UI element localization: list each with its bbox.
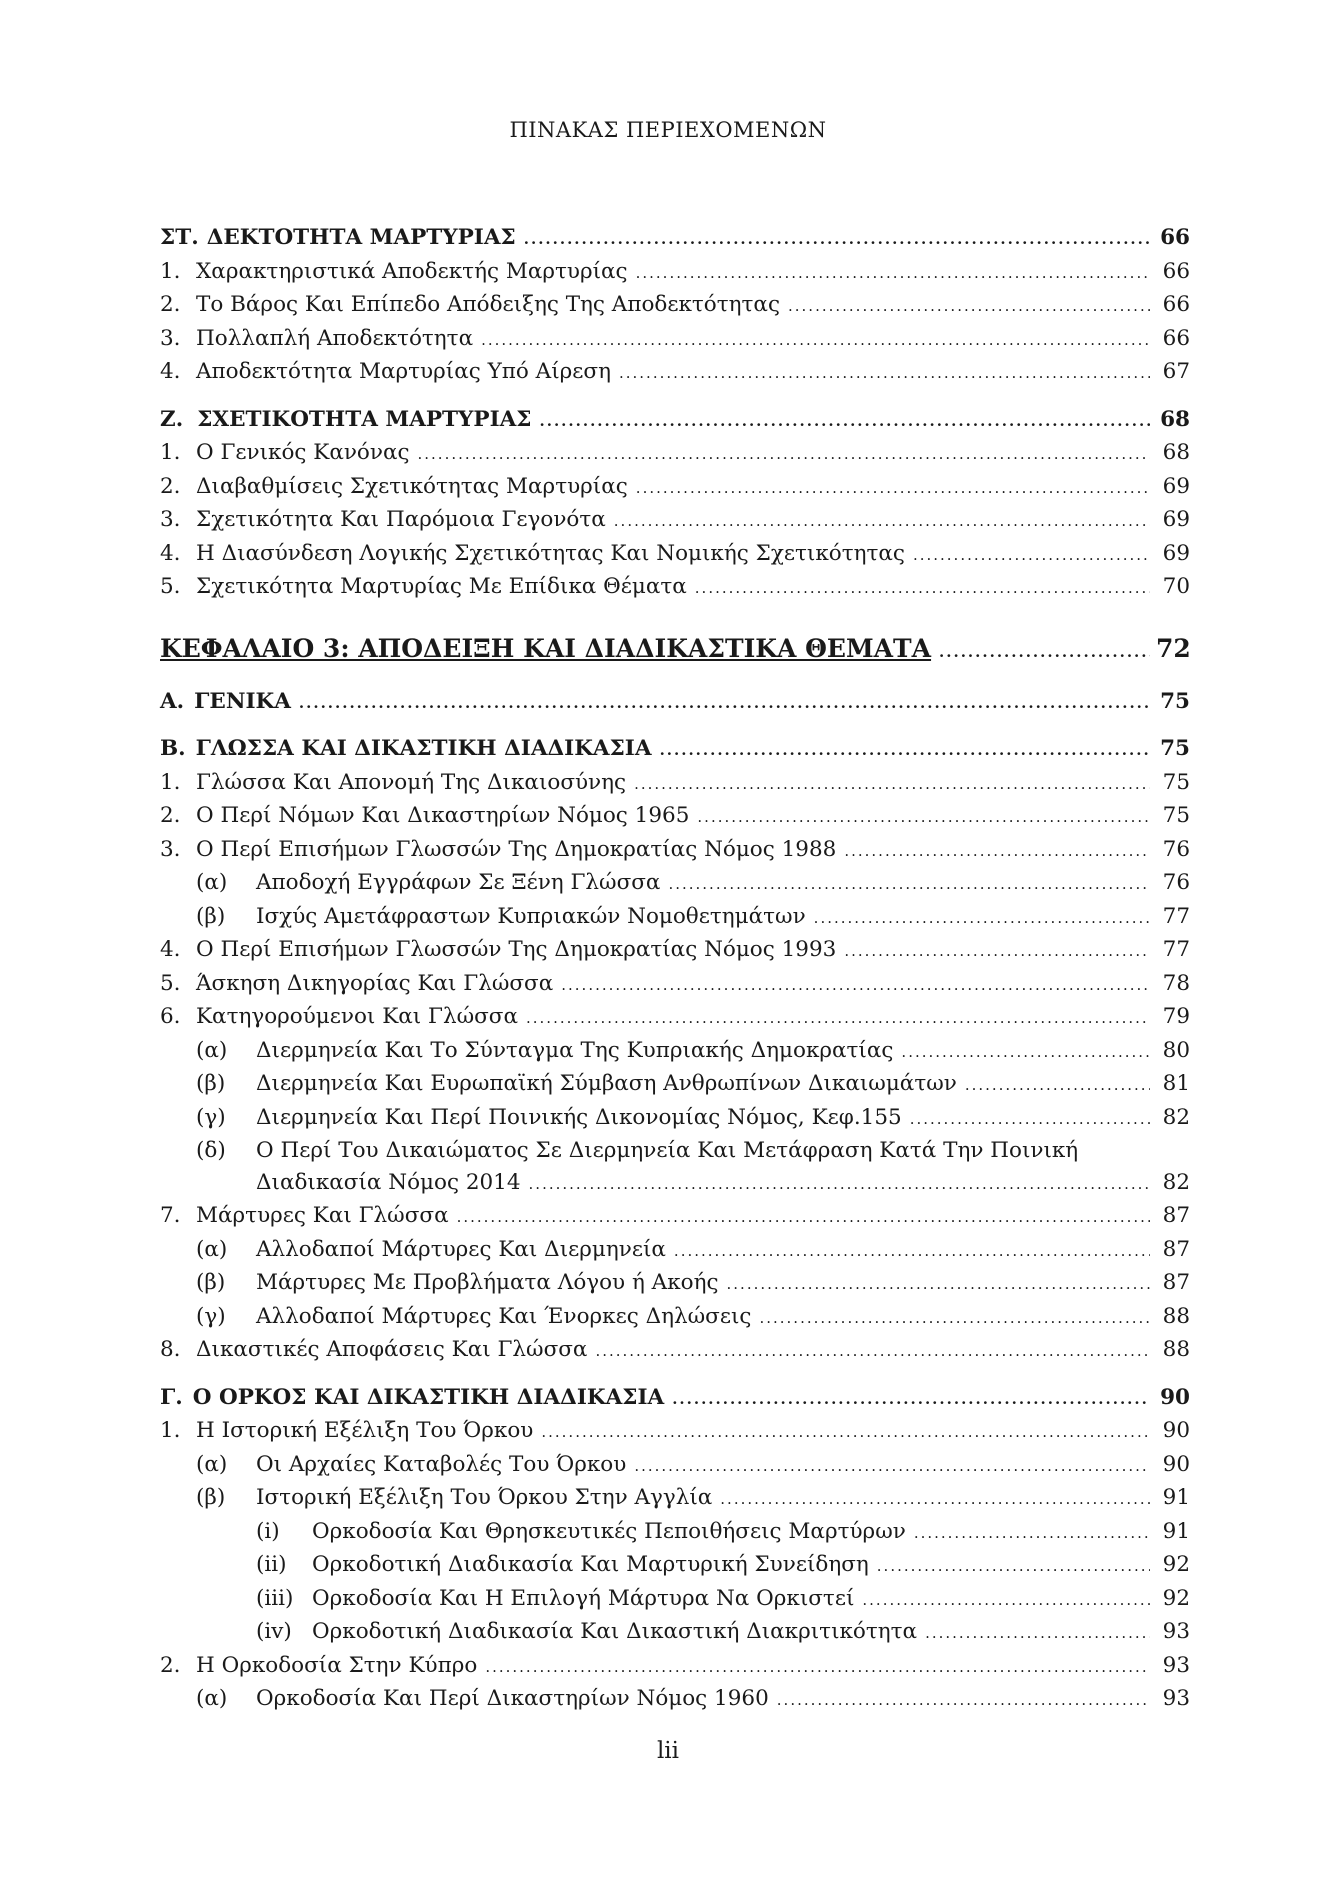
toc-entry [160,323,1190,357]
toc-subsubentry [160,1549,1190,1583]
toc-entry-title: Άσκηση Δικηγορίας Και Γλώσσα [196,970,554,996]
toc-entry-title: Αλλοδαποί Μάρτυρες Και Διερμηνεία [256,1236,666,1262]
toc-entry-title: ΓΕΝΙΚΑ [194,688,291,714]
toc-entry-title: Γλώσσα Και Απονομή Της Δικαιοσύνης [196,769,627,795]
toc-dot-leader [614,506,1150,538]
toc-entry-page: 70 [1162,574,1190,599]
toc-entry-number: 4. [160,937,181,962]
toc-entry-number: 1. [160,440,181,465]
toc-subentry [160,867,1190,901]
toc-entry-page: 66 [1162,325,1190,351]
toc-entry-page: 91 [1162,1518,1190,1544]
toc-subsubentry [160,1583,1190,1617]
toc-dot-leader [674,1236,1150,1268]
toc-entry-title: Αποδεκτότητα Μαρτυρίας Υπό Αίρεση [196,359,611,384]
toc-dot-leader [524,224,1150,256]
toc-dot-leader [910,1104,1150,1136]
toc-entry-title: Ορκοδοτική Διαδικασία Και Μαρτυρική Συνείδηση [312,1552,869,1577]
toc-entry-number: (α) [196,1037,228,1063]
running-head-title: ΠΙΝΑΚΑΣ ΠΕΡΙΕΧΟΜΕΝΩΝ [509,118,827,142]
toc-entry-title: Σχετικότητα Μαρτυρίας Με Επίδικα Θέματα [196,574,687,599]
toc-entry-section [160,404,1190,438]
toc-entry-page: 91 [1162,1485,1190,1510]
toc-entry [160,767,1190,801]
toc-entry-page: 69 [1162,507,1190,532]
toc-entry-number: (β) [196,1270,226,1295]
toc-entry [160,1200,1190,1234]
toc-entry-page: 67 [1162,359,1190,384]
toc-entry-page: 93 [1162,1652,1190,1678]
toc-dot-leader [529,1169,1150,1201]
toc-entry [160,504,1190,538]
toc-entry-page: 92 [1162,1585,1190,1611]
toc-entry-page: 72 [1156,633,1191,663]
toc-entry-title: ΓΛΩΣΣΑ ΚΑΙ ΔΙΚΑΣΤΙΚΗ ΔΙΑΔΙΚΑΣΙΑ [195,736,652,761]
toc-subsubentry [160,1616,1190,1650]
toc-entry-page: 79 [1162,1004,1190,1029]
toc-entry-title: Πολλαπλή Αποδεκτότητα [196,325,474,351]
toc-chapter-title: ΚΕΦΑΛΑΙΟ 3: ΑΠΟΔΕΙΞΗ ΚΑΙ ΔΙΑΔΙΚΑΣΤΙΚΑ ΘΕΜΑΤΑ [160,633,932,663]
toc-entry-number: (iii) [256,1585,294,1611]
toc-entry-page: 88 [1162,1303,1190,1329]
toc-entry-page: 68 [1162,440,1190,465]
toc-entry-title: Δικαστικές Αποφάσεις Και Γλώσσα [196,1337,588,1362]
toc-dot-leader [925,1618,1150,1650]
toc-entry [160,538,1190,572]
toc-entry-number: 2. [160,1652,181,1678]
page-number: lii [656,1738,680,1764]
toc-entry-title: Αποδοχή Εγγράφων Σε Ξένη Γλώσσα [256,870,661,895]
toc-dot-leader [672,1384,1150,1416]
toc-entry-title: Ο Γενικός Κανόνας [196,440,410,465]
toc-entry-number: 5. [160,970,181,996]
toc-subentry [160,1102,1190,1136]
toc-entry-title: Η Ορκοδοσία Στην Κύπρο [196,1652,478,1678]
toc-entry-number: (α) [196,1236,228,1262]
toc-dot-leader [727,1269,1150,1301]
toc-dot-leader [901,1037,1150,1069]
toc-entry-title: Ορκοδοσία Και Η Επιλογή Μάρτυρα Να Ορκιστεί [312,1585,855,1611]
toc-subentry [160,1035,1190,1069]
toc-dot-leader [913,540,1150,572]
toc-subentry [160,1683,1190,1717]
toc-entry-page: 93 [1162,1686,1190,1711]
toc-entry-page: 82 [1162,1169,1190,1195]
toc-entry-number: 5. [160,574,181,599]
toc-entry-number: 2. [160,803,181,828]
toc-subentry [160,901,1190,935]
toc-entry [160,968,1190,1002]
toc-dot-leader [299,688,1150,720]
toc-dot-leader [660,735,1150,767]
toc-dot-leader [634,1451,1150,1483]
toc-entry-page: 66 [1162,258,1190,284]
toc-dot-leader [695,573,1150,605]
toc-chapter-heading [160,629,1190,672]
toc-entry [160,571,1190,605]
toc-entry-section [160,222,1190,256]
toc-subentry [160,1267,1190,1301]
table-of-contents [160,222,1190,1717]
toc-entry-page: 92 [1162,1552,1190,1577]
toc-entry-title: Ο Περί Επισήμων Γλωσσών Της Δημοκρατίας Νόμος 1993 [196,937,837,962]
toc-entry [160,1650,1190,1684]
toc-dot-leader [541,1417,1150,1449]
toc-dot-leader [540,406,1150,438]
toc-entry-page: 90 [1162,1451,1190,1477]
toc-entry-page: 66 [1160,225,1190,250]
toc-entry-number: (i) [256,1518,280,1544]
toc-subsubentry [160,1516,1190,1550]
toc-entry-number: (γ) [196,1303,226,1329]
toc-entry-title: Το Βάρος Και Επίπεδο Απόδειξης Της Αποδεκτότητας [196,292,780,317]
toc-entry [160,437,1190,471]
toc-entry-title: Μάρτυρες Και Γλώσσα [196,1203,449,1228]
toc-entry [160,1415,1190,1449]
toc-entry-page: 75 [1160,688,1190,714]
toc-dot-leader [634,769,1150,801]
toc-entry-title: ΔΕΚΤΟΤΗΤΑ ΜΑΡΤΥΡΙΑΣ [206,225,516,250]
toc-entry-page: 87 [1162,1203,1190,1228]
toc-entry-page: 76 [1162,870,1190,895]
toc-entry-section [160,1382,1190,1416]
toc-subentry-wrapped-line1 [160,1135,1190,1167]
toc-dot-leader [636,473,1150,505]
toc-entry [160,1334,1190,1368]
toc-dot-leader [668,869,1150,901]
toc-entry-number: 4. [160,540,181,566]
toc-entry-title: Διαβαθμίσεις Σχετικότητας Μαρτυρίας [196,473,628,499]
toc-dot-leader [862,1585,1150,1617]
toc-entry-title: Διερμηνεία Και Ευρωπαϊκή Σύμβαση Ανθρωπίνων Δικαιωμάτων [256,1071,957,1096]
toc-subentry [160,1234,1190,1268]
toc-entry-title: Χαρακτηριστικά Αποδεκτής Μαρτυρίας [196,258,628,284]
toc-subentry [160,1068,1190,1102]
toc-dot-leader [720,1484,1150,1516]
toc-entry-title: Οι Αρχαίες Καταβολές Του Όρκου [256,1451,627,1477]
toc-dot-leader [418,439,1151,471]
toc-entry-page: 90 [1162,1418,1190,1443]
toc-entry-number: (α) [196,870,228,895]
toc-entry-title-line2: Διαδικασία Νόμος 2014 [256,1169,521,1195]
toc-entry-number: 3. [160,325,181,351]
toc-entry-number: 4. [160,359,181,384]
toc-dot-leader [526,1003,1150,1035]
toc-entry-title: Ισχύς Αμετάφραστων Κυπριακών Νομοθετημάτων [256,903,806,929]
toc-entry-number: (β) [196,1071,226,1096]
toc-entry-number: Β. [160,736,186,761]
toc-entry-page: 77 [1162,903,1190,929]
toc-entry-number: (δ) [196,1138,226,1163]
toc-entry-title: Ιστορική Εξέλιξη Του Όρκου Στην Αγγλία [256,1485,713,1510]
toc-entry-number: Α. [160,688,185,714]
toc-dot-leader [914,1518,1150,1550]
toc-entry-page: 77 [1162,937,1190,962]
toc-entry-title: Ο ΟΡΚΟΣ ΚΑΙ ΔΙΚΑΣΤΙΚΗ ΔΙΑΔΙΚΑΣΙΑ [192,1384,665,1410]
toc-entry-section [160,686,1190,720]
toc-dot-leader [759,1303,1150,1335]
toc-entry-number: (iv) [256,1619,292,1644]
toc-entry-page: 78 [1162,970,1190,996]
toc-entry-title: Αλλοδαποί Μάρτυρες Και Ένορκες Δηλώσεις [256,1303,752,1329]
toc-entry-number: 3. [160,836,181,862]
toc-entry-page: 75 [1162,803,1190,828]
toc-entry-page: 68 [1160,406,1190,432]
toc-entry-title: Ορκοδοτική Διαδικασία Και Δικαστική Διακριτικότητα [312,1619,918,1644]
toc-entry-number: 7. [160,1203,181,1228]
toc-entry-title: Μάρτυρες Με Προβλήματα Λόγου ή Ακοής [256,1270,719,1295]
toc-entry [160,934,1190,968]
toc-entry-number: ΣΤ. [160,225,199,250]
toc-entry-page: 93 [1162,1619,1190,1644]
toc-entry-number: (ii) [256,1552,287,1577]
toc-entry-title: Διερμηνεία Και Περί Ποινικής Δικονομίας Νόμος, Κεφ.155 [256,1104,902,1130]
toc-entry-page: 82 [1162,1104,1190,1130]
toc-entry-number: 3. [160,507,181,532]
toc-dot-leader [844,836,1150,868]
toc-entry [160,256,1190,290]
toc-entry [160,1001,1190,1035]
toc-entry-title: ΣΧΕΤΙΚΟΤΗΤΑ ΜΑΡΤΥΡΙΑΣ [197,406,532,432]
toc-entry [160,834,1190,868]
toc-entry-title: Σχετικότητα Και Παρόμοια Γεγονότα [196,507,606,532]
toc-dot-leader [481,325,1150,357]
toc-entry-page: 87 [1162,1270,1190,1295]
toc-entry-page: 88 [1162,1337,1190,1362]
toc-entry-page: 87 [1162,1236,1190,1262]
toc-entry-number: Ζ. [160,406,184,432]
toc-dot-leader [965,1070,1150,1102]
toc-entry-number: 8. [160,1337,181,1362]
toc-dot-leader [939,632,1150,672]
toc-entry-number: (γ) [196,1104,226,1130]
toc-dot-leader [777,1685,1150,1717]
toc-entry-title: Ορκοδοσία Και Περί Δικαστηρίων Νόμος 1960 [256,1686,769,1711]
toc-subentry [160,1301,1190,1335]
toc-entry [160,471,1190,505]
toc-entry-section [160,733,1190,767]
toc-entry-page: 69 [1162,473,1190,499]
toc-entry-page: 76 [1162,836,1190,862]
toc-dot-leader [595,1336,1150,1368]
toc-dot-leader [844,936,1150,968]
toc-dot-leader [877,1551,1150,1583]
toc-dot-leader [636,258,1150,290]
toc-entry-page: 75 [1162,769,1190,795]
toc-entry-page: 90 [1160,1384,1190,1410]
toc-entry-page: 69 [1162,540,1190,566]
toc-entry [160,289,1190,323]
toc-dot-leader [457,1202,1150,1234]
toc-entry [160,356,1190,390]
toc-subentry-wrapped-line2 [160,1167,1190,1201]
toc-entry-number: (α) [196,1686,228,1711]
toc-entry-page: 80 [1162,1037,1190,1063]
toc-entry-title: Κατηγορούμενοι Και Γλώσσα [196,1004,518,1029]
toc-entry-number: (β) [196,903,226,929]
toc-subentry [160,1482,1190,1516]
toc-entry-page: 75 [1160,736,1190,761]
toc-entry-title: Ορκοδοσία Και Θρησκευτικές Πεποιθήσεις Μαρτύρων [312,1518,906,1544]
toc-entry [160,800,1190,834]
toc-entry-number: (β) [196,1485,226,1510]
toc-entry-number: 2. [160,473,181,499]
toc-entry-title: Ο Περί Νόμων Και Δικαστηρίων Νόμος 1965 [196,803,690,828]
toc-subentry [160,1449,1190,1483]
toc-entry-page: 66 [1162,292,1190,317]
toc-entry-page: 81 [1162,1071,1190,1096]
toc-dot-leader [619,358,1150,390]
toc-entry-title: Διερμηνεία Και Το Σύνταγμα Της Κυπριακής Δημοκρατίας [256,1037,894,1063]
toc-entry-number: 2. [160,292,181,317]
toc-entry-number: (α) [196,1451,228,1477]
toc-entry-title: Η Διασύνδεση Λογικής Σχετικότητας Και Νομικής Σχετικότητας [196,540,905,566]
toc-dot-leader [788,291,1150,323]
toc-entry-number: 1. [160,769,181,795]
toc-entry-number: 1. [160,1418,181,1443]
toc-entry-number: Γ. [160,1384,183,1410]
toc-entry-title: Η Ιστορική Εξέλιξη Του Όρκου [196,1418,534,1443]
toc-entry-title: Ο Περί Επισήμων Γλωσσών Της Δημοκρατίας Νόμος 1988 [196,836,837,862]
toc-dot-leader [485,1652,1150,1684]
toc-entry-number: 1. [160,258,181,284]
toc-dot-leader [814,903,1150,935]
toc-dot-leader [561,970,1150,1002]
toc-dot-leader [697,802,1150,834]
toc-entry-title-line1: Ο Περί Του Δικαιώματος Σε Διερμηνεία Και Μετάφραση Κατά Την Ποινική [256,1138,1079,1163]
toc-entry-number: 6. [160,1004,181,1029]
